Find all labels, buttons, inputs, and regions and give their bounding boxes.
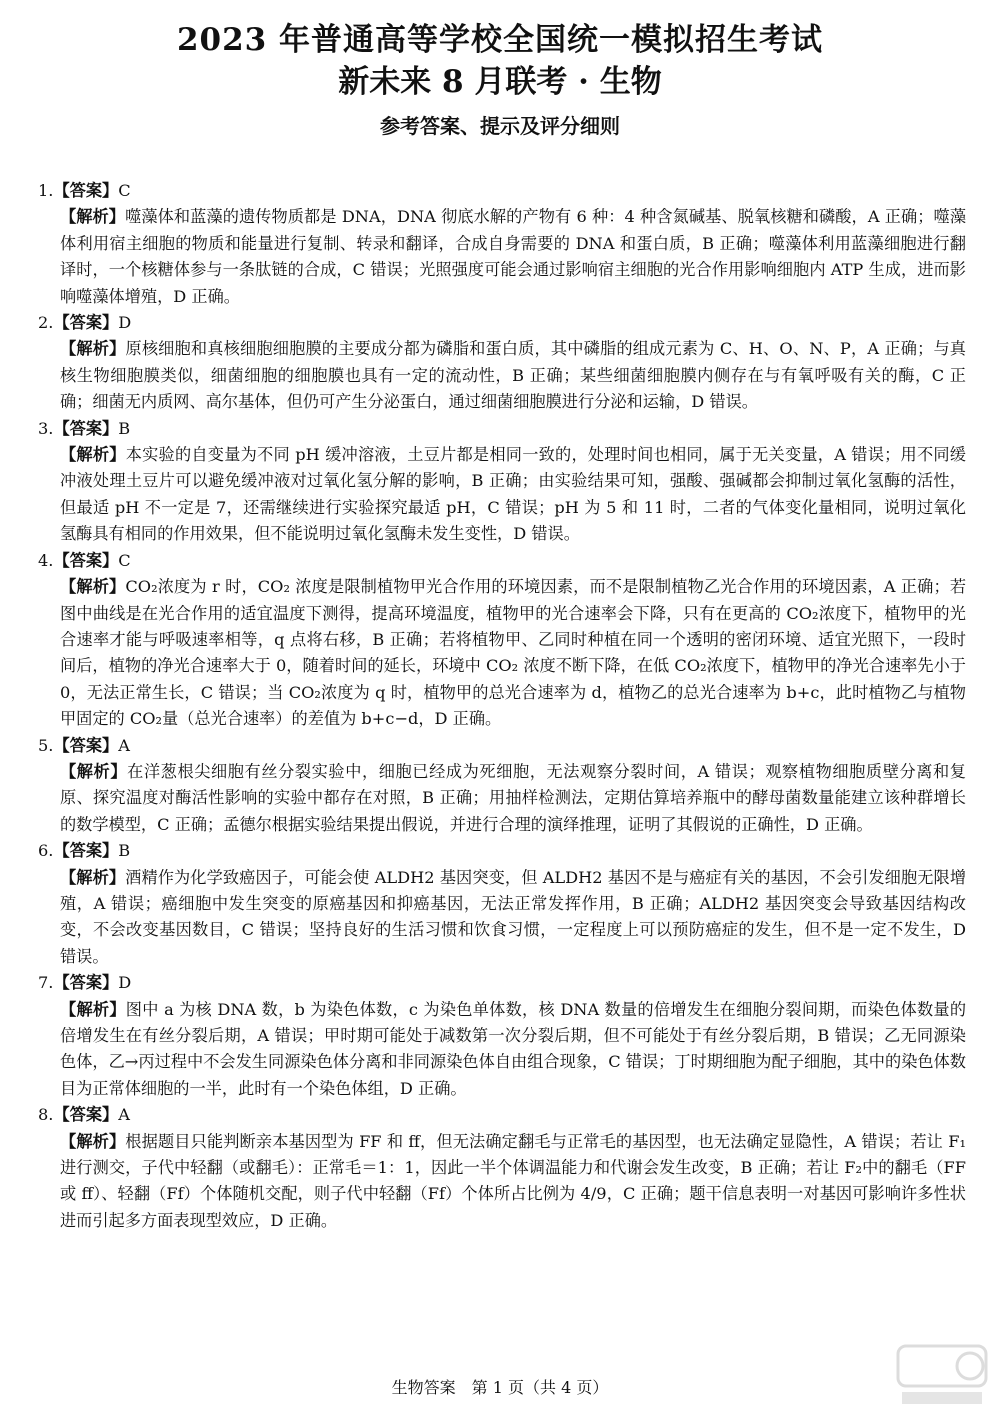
analysis-label: 【解析】: [60, 867, 126, 887]
answer-label: 【答案】: [53, 418, 119, 438]
analysis-label: 【解析】: [60, 761, 128, 781]
analysis-text: 在洋葱根尖细胞有丝分裂实验中，细胞已经成为死细胞，无法观察分裂时间，A 错误；观察植物细胞质壁分离和复原、探究温度对酶活性影响的实验中都存在对照，B 正确；用抽样检测法，定期估算培养瓶中的酵母菌数量能建立该种群增长的数学模型，C 正确；孟德尔根据实验结果提出假说，并进行合理的演绎推理，证明了其假说的正确性，D 正确。: [60, 761, 966, 834]
answer-line: [38, 970, 966, 996]
analysis-label: 【解析】: [60, 207, 126, 227]
analysis-paragraph: [60, 336, 966, 415]
answer-line: [38, 310, 966, 336]
analysis-paragraph: [60, 204, 966, 310]
analysis-paragraph: [60, 759, 966, 838]
analysis-text: 酒精作为化学致癌因子，可能会使 ALDH2 基因突变，但 ALDH2 基因不是与癌症有关的基因，不会引发细胞无限增殖，A 错误；癌细胞中发生突变的原癌基因和抑癌基因，无法正常发挥作用，B 正确；ALDH2 基因突变会导致基因结构改变，不会改变基因数目，C 错误；坚持良好的生活习惯和饮食习惯，一定程度上可以预防癌症的发生，但不是一定不发生，D 错误。: [60, 867, 967, 966]
question-number: 7.: [38, 973, 54, 993]
answer-line: [38, 548, 966, 574]
question-item: [38, 1102, 966, 1234]
exam-title: 2023 年普通高等学校全国统一模拟招生考试: [176, 22, 824, 58]
question-number: 3.: [38, 418, 54, 438]
answer-line: [38, 733, 966, 759]
question-number: 8.: [38, 1105, 54, 1125]
answer-value: C: [118, 181, 131, 200]
analysis-paragraph: [60, 997, 966, 1103]
analysis-label: 【解析】: [60, 1131, 126, 1151]
page-footer: 生物答案 第 1 页（共 4 页）: [391, 1378, 609, 1397]
analysis-paragraph: [60, 865, 966, 971]
watermark-logo-icon: [892, 1340, 992, 1410]
answer-line: [38, 838, 966, 864]
analysis-text: 本实验的自变量为不同 pH 缓冲溶液，土豆片都是相同一致的，处理时间也相同，属于无关变量，A 错误；用不同缓冲液处理土豆片可以避免缓冲液对过氧化氢分解的影响，B 正确；由实验结果可知，强酸、强碱都会抑制过氧化氢酶的活性，但最适 pH 不一定是 7，还需继续进行实验探究最适 pH，C 错误；pH 为 5 和 11 时，二者的气体变化量相同，说明过氧化氢酶具有相同的作用效果，但不能说明过氧化氢酶未发生变性，D 错误。: [60, 445, 966, 544]
question-item: [38, 970, 966, 1102]
answer-value: B: [118, 418, 131, 438]
analysis-label: 【解析】: [60, 339, 126, 359]
question-number: 5.: [38, 735, 54, 755]
analysis-text: CO₂浓度为 r 时，CO₂ 浓度是限制植物甲光合作用的环境因素，而不是限制植物乙光合作用的环境因素，A 正确；若图中曲线是在光合作用的适宜温度下测得，提高环境温度，植物甲的光合速率会下降，只有在更高的 CO₂浓度下，植物甲的光合速率才能与呼吸速率相等，q 点将右移，B 正确；若将植物甲、乙同时种植在同一个透明的密闭环境、适宜光照下，一段时间后，植物的净光合速率大于 0，随着时间的延长，环境中 CO₂ 浓度不断下降，在低 CO₂浓度下，植物甲的净光合速率先小于 0，无法正常生长，C 错误；当 CO₂浓度为 q 时，植物甲的总光合速率为 d，植物乙的总光合速率为 b+c，此时植物乙与植物甲固定的 CO₂量（总光合速率）的差值为 b+c−d，D 正确。: [60, 577, 967, 729]
answer-label: 【答案】: [53, 841, 119, 861]
analysis-paragraph: [60, 574, 966, 732]
answer-label: 【答案】: [53, 313, 119, 333]
answer-label: 【答案】: [53, 735, 119, 755]
answer-value: C: [118, 550, 131, 570]
analysis-text: 根据题目只能判断亲本基因型为 FF 和 ff，但无法确定翻毛与正常毛的基因型，也无法确定显隐性，A 错误；若让 F₁进行测交，子代中轻翻（或翻毛）：正常毛＝1：1，因此一半个体调温能力和代谢会发生改变，B 正确；若让 F₂中的翻毛（FF 或 ff）、轻翻（Ff）个体随机交配，则子代中轻翻（Ff）个体所占比例为 4/9，C 正确；题干信息表明一对基因可影响许多性状进而引起多方面表现型效应，D 正确。: [60, 1131, 966, 1230]
answer-label: 【答案】: [53, 973, 119, 993]
analysis-text: 原核细胞和真核细胞细胞膜的主要成分都为磷脂和蛋白质，其中磷脂的组成元素为 C、H、O、N、P，A 正确；与真核生物细胞膜类似，细菌细胞的细胞膜也具有一定的流动性，B 正确；某些细菌细胞膜内侧存在与有氧呼吸有关的酶，C 正确；细菌无内质网、高尔基体，但仍可产生分泌蛋白，通过细菌细胞膜进行分泌和运输，D 错误。: [60, 339, 966, 412]
answer-line: [38, 178, 966, 204]
answer-value: D: [118, 313, 132, 333]
answer-label: 【答案】: [53, 1105, 119, 1125]
exam-subtitle: 新未来 8 月联考 · 生物: [338, 64, 662, 100]
analysis-label: 【解析】: [60, 999, 126, 1019]
analysis-label: 【解析】: [60, 577, 126, 597]
analysis-text: 图中 a 为核 DNA 数，b 为染色体数，c 为染色单体数，核 DNA 数量的倍增发生在细胞分裂间期，而染色体数量的倍增发生在有丝分裂后期，A 错误；甲时期可能处于减数第一次分裂后期，但不可能处于有丝分裂后期，B 错误；乙无同源染色体，乙→丙过程中不会发生同源染色体分离和非同源染色体自由组合现象，C 错误；丁时期细胞为配子细胞，其中的染色体数目为正常体细胞的一半，此时有一个染色体组，D 正确。: [60, 999, 967, 1098]
question-number: 1.: [38, 181, 54, 200]
answer-value: D: [118, 973, 132, 993]
answer-value: A: [118, 1105, 130, 1125]
answer-line: [38, 1102, 966, 1128]
question-item: [38, 416, 966, 548]
question-item: [38, 178, 966, 310]
question-item: [38, 838, 966, 970]
question-item: [38, 548, 966, 733]
question-number: 2.: [38, 313, 54, 333]
answer-value: B: [118, 841, 131, 861]
question-item: [38, 733, 966, 839]
answer-label: 【答案】: [53, 550, 119, 570]
analysis-text: 噬藻体和蓝藻的遗传物质都是 DNA，DNA 彻底水解的产物有 6 种：4 种含氮碱基、脱氧核糖和磷酸，A 正确；噬藻体利用宿主细胞的物质和能量进行复制、转录和翻译，合成自身需要的 DNA 和蛋白质，B 正确；噬藻体利用蓝藻细胞进行翻译时，一个核糖体参与一条肽链的合成，C 错误；光照强度可能会通过影响宿主细胞的光合作用影响细胞内 ATP 生成，进而影响噬藻体增殖，D 正确。: [60, 207, 967, 306]
analysis-paragraph: [60, 1129, 966, 1235]
page-header: [0, 0, 1000, 140]
analysis-paragraph: [60, 442, 966, 548]
answer-line: [38, 416, 966, 442]
answer-label: 【答案】: [53, 181, 119, 200]
section-title: 参考答案、提示及评分细则: [380, 114, 620, 138]
answer-value: A: [118, 735, 130, 755]
answer-list: [38, 178, 966, 1234]
analysis-label: 【解析】: [60, 445, 126, 465]
question-number: 6.: [38, 841, 54, 861]
question-number: 4.: [38, 550, 54, 570]
question-item: [38, 310, 966, 416]
